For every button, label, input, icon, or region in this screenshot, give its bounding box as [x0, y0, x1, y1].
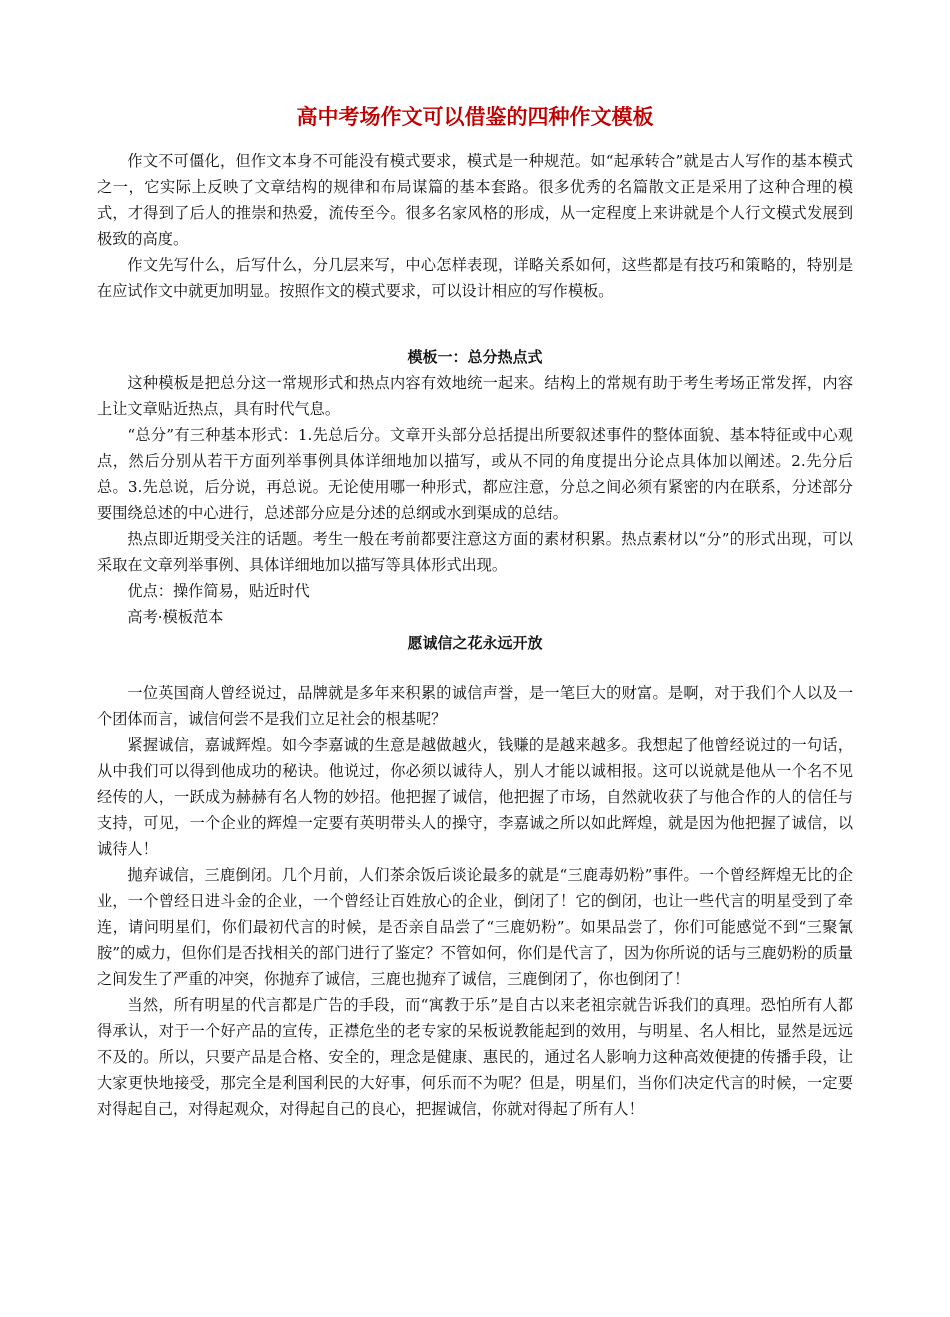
essay-title: 愿诚信之花永远开放 — [407, 634, 543, 652]
document-page — [97, 0, 853, 1122]
intro-paragraph: 作文不可僵化，但作文本身不可能没有模式要求，模式是一种规范。如“起承转合”就是古人写作的基本模式之一，它实际上反映了文章结构的规律和布局谋篇的基本套路。很多优秀的名篇散文正是采用了这种合理的模式，才得到了后人的推崇和热爱，流传至今。很多名家风格的形成，从一定程度上来讲就是个人行文模式发展到极致的高度。 — [97, 152, 853, 248]
essay-paragraph: 紧握诚信，嘉诚辉煌。如今李嘉诚的生意是越做越火，钱赚的是越来越多。我想起了他曾经说过的一句话，从中我们可以得到他成功的秘诀。他说过，你必须以诚待人，别人才能以诚相报。这可以说就是他从一个名不见经传的人，一跃成为赫赫有名人物的妙招。他把握了诚信，他把握了市场，自然就收获了与他合作的人的信任与支持，可见，一个企业的辉煌一定要有英明带头人的操守，李嘉诚之所以如此辉煌，就是因为他把握了诚信，以诚待人！ — [97, 736, 853, 858]
essay-paragraph: 当然，所有明星的代言都是广告的手段，而“寓教于乐”是自古以来老祖宗就告诉我们的真理。恐怕所有人都得承认，对于一个好产品的宣传，正襟危坐的老专家的呆板说教能起到的效用，与明星、名人相比，显然是远远不及的。所以，只要产品是合格、安全的，理念是健康、惠民的，通过名人影响力这种高效便捷的传播手段，让大家更快地接受，那完全是利国利民的大好事，何乐而不为呢？但是，明星们，当你们决定代言的时候，一定要对得起自己，对得起观众，对得起自己的良心，把握诚信，你就对得起了所有人！ — [97, 996, 853, 1118]
sample-label: 高考·模板范本 — [127, 608, 224, 626]
intro-paragraph: 作文先写什么，后写什么，分几层来写，中心怎样表现，详略关系如何，这些都是有技巧和策略的，特别是在应试作文中就更加明显。按照作文的模式要求，可以设计相应的写作模板。 — [97, 256, 853, 300]
essay-paragraph: 一位英国商人曾经说过，品牌就是多年来积累的诚信声誉，是一笔巨大的财富。是啊，对于我们个人以及一个团体而言，诚信何尝不是我们立足社会的根基呢？ — [97, 684, 853, 728]
template-advantage: 优点：操作简易，贴近时代 — [127, 582, 310, 600]
template-paragraph: “总分”有三种基本形式：1.先总后分。文章开头部分总括提出所要叙述事件的整体面貌、基本特征或中心观点，然后分别从若干方面列举事例具体详细地加以描写，或从不同的角度提出分论点具体加以阐述。2.先分后总。3.先总说，后分说，再总说。无论使用哪一种形式，都应注意，分总之间必须有紧密的内在联系，分述部分要围绕总述的中心进行，总述部分应是分述的总纲或水到渠成的总结。 — [97, 426, 853, 522]
template-paragraph: 热点即近期受关注的话题。考生一般在考前都要注意这方面的素材积累。热点素材以“分”的形式出现，可以采取在文章列举事例、具体详细地加以描写等具体形式出现。 — [97, 530, 853, 574]
template-heading: 模板一：总分热点式 — [407, 348, 543, 366]
template-paragraph: 这种模板是把总分这一常规形式和热点内容有效地统一起来。结构上的常规有助于考生考场正常发挥，内容上让文章贴近热点，具有时代气息。 — [97, 374, 853, 418]
essay-paragraph: 抛弃诚信，三鹿倒闭。几个月前，人们茶余饭后谈论最多的就是“三鹿毒奶粉”事件。一个曾经辉煌无比的企业，一个曾经日进斗金的企业，一个曾经让百姓放心的企业，倒闭了！它的倒闭，也让一些代言的明星受到了牵连，请问明星们，你们最初代言的时候，是否亲自品尝了“三鹿奶粉”。如果品尝了，你们可能感觉不到“三聚氰胺”的威力，但你们是否找相关的部门进行了鉴定？不管如何，你们是代言了，因为你所说的话与三鹿奶粉的质量之间发生了严重的冲突，你抛弃了诚信，三鹿也抛弃了诚信，三鹿倒闭了，你也倒闭了！ — [97, 866, 853, 988]
document-title: 高中考场作文可以借鉴的四种作文模板 — [296, 105, 654, 129]
